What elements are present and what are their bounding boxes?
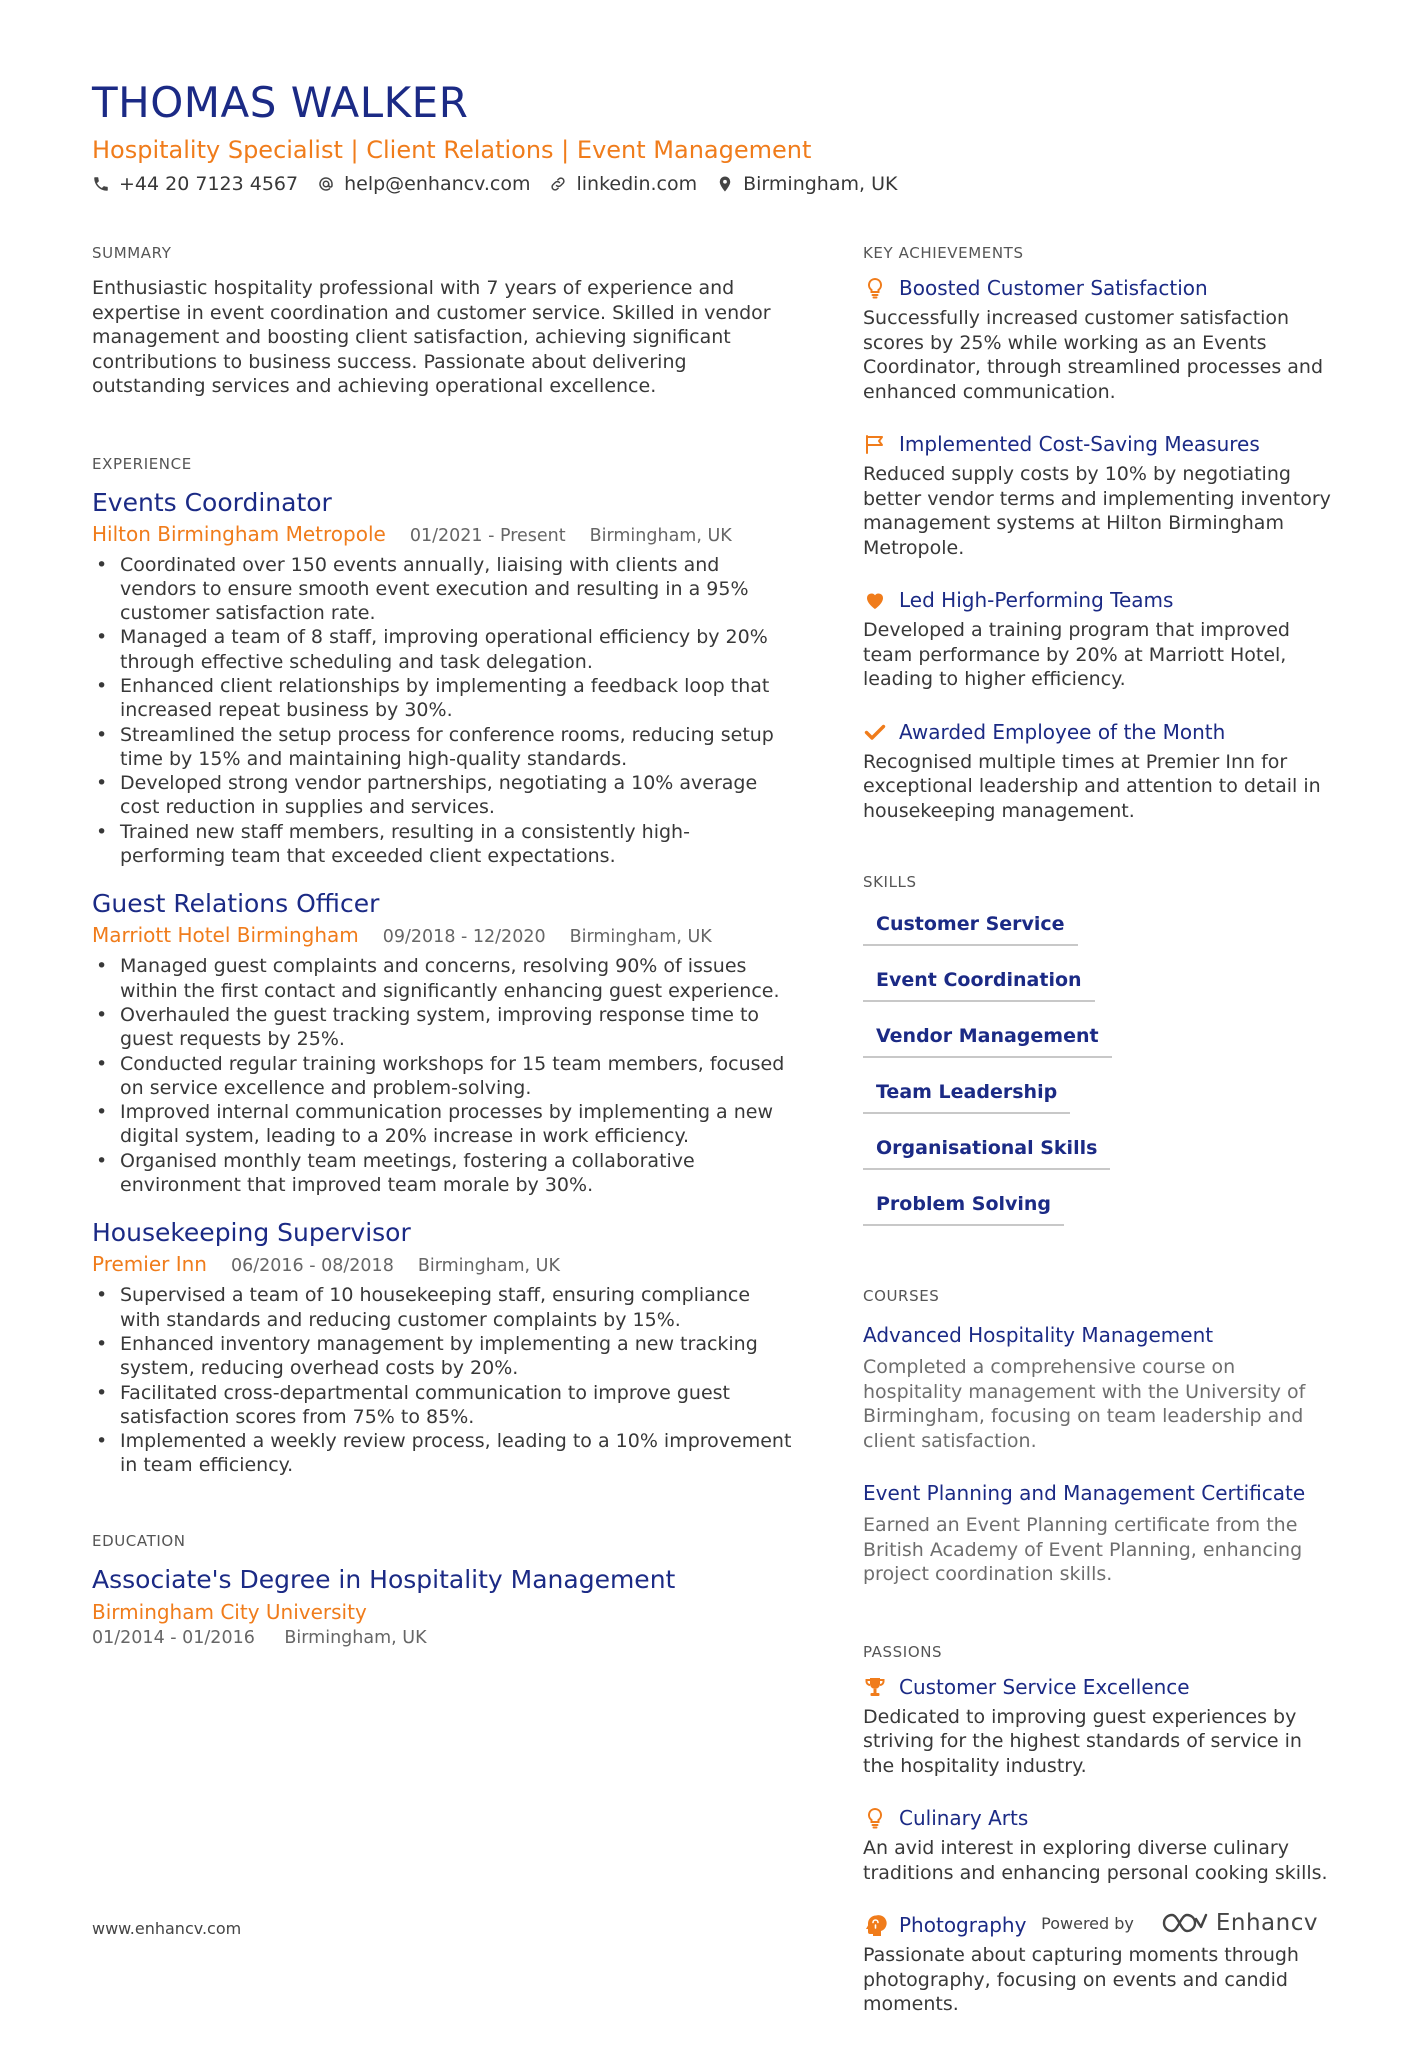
phone-icon bbox=[92, 175, 110, 193]
contact-location-text: Birmingham, UK bbox=[743, 173, 898, 195]
job-bullet: • Developed strong vendor partnerships, negotiating a 10% average cost reduction in supplies and services. bbox=[92, 771, 792, 820]
skills-title: SKILLS bbox=[863, 873, 917, 891]
at-icon bbox=[317, 175, 335, 193]
link-icon bbox=[549, 175, 567, 193]
achievement-text: Developed a training program that improved team performance by 20% at Marriott Hotel, leading to higher efficiency. bbox=[863, 619, 1290, 690]
job-bullets bbox=[92, 1283, 792, 1477]
summary-title: SUMMARY bbox=[92, 244, 172, 262]
job-company: Hilton Birmingham Metropole bbox=[92, 521, 386, 546]
education-meta bbox=[92, 1628, 792, 1648]
courses-section bbox=[863, 1287, 1333, 1587]
job-company: Premier Inn bbox=[92, 1252, 207, 1277]
passion-item bbox=[863, 1675, 1333, 1779]
achievement-head bbox=[863, 276, 1333, 300]
job-title: Events Coordinator bbox=[92, 487, 332, 517]
flag-icon bbox=[863, 432, 887, 456]
job-dates: 06/2016 - 08/2018 bbox=[230, 1256, 394, 1277]
heart-icon bbox=[863, 588, 887, 612]
contact-phone[interactable] bbox=[92, 173, 298, 195]
skill-tag: Problem Solving bbox=[863, 1191, 1064, 1226]
education-title: EDUCATION bbox=[92, 1531, 186, 1550]
job-title: Guest Relations Officer bbox=[92, 889, 380, 919]
brain-icon bbox=[863, 1913, 887, 1937]
footer-branding[interactable] bbox=[1041, 1910, 1318, 1936]
achievement-title: Awarded Employee of the Month bbox=[899, 719, 1226, 744]
trophy-icon bbox=[863, 1675, 887, 1699]
achievement-title: Led High-Performing Teams bbox=[899, 588, 1174, 612]
job-bullet: • Managed guest complaints and concerns, resolving 90% of issues within the first contact and significantly enhancing guest experience. bbox=[92, 954, 792, 1003]
job-bullet: • Streamlined the setup process for conference rooms, reducing setup time by 15% and maintaining high-quality standards. bbox=[92, 723, 792, 772]
passion-head bbox=[863, 1675, 1333, 1699]
powered-by-label: Powered by bbox=[1041, 1913, 1134, 1933]
candidate-name: THOMAS WALKER bbox=[92, 78, 469, 127]
skill-tag: Organisational Skills bbox=[863, 1135, 1110, 1170]
candidate-headline: Hospitality Specialist | Client Relations | Event Management bbox=[92, 136, 812, 164]
job-title: Housekeeping Supervisor bbox=[92, 1218, 411, 1248]
brand-name: Enhancv bbox=[1215, 1910, 1318, 1936]
checkmark-icon bbox=[863, 720, 887, 744]
passion-title: Photography bbox=[899, 1913, 1027, 1937]
achievement-head bbox=[863, 432, 1333, 456]
job-bullet: • Facilitated cross-departmental communication to improve guest satisfaction scores from 75% to 85%. bbox=[92, 1381, 792, 1430]
skill-tag: Event Coordination bbox=[863, 967, 1095, 1002]
course-text: Earned an Event Planning certificate from the British Academy of Event Planning, enhancing project coordination skills. bbox=[863, 1514, 1303, 1585]
achievement-head bbox=[863, 720, 1333, 744]
job-entry bbox=[92, 888, 792, 1197]
job-bullet: • Enhanced client relationships by implementing a feedback loop that increased repeat business by 30%. bbox=[92, 674, 792, 723]
achievement-head bbox=[863, 588, 1333, 612]
passion-head bbox=[863, 1806, 1333, 1830]
achievement-title: Implemented Cost-Saving Measures bbox=[899, 432, 1260, 456]
education-location: Birmingham, UK bbox=[284, 1627, 427, 1648]
passion-title: Customer Service Excellence bbox=[899, 1674, 1190, 1699]
job-meta bbox=[92, 522, 792, 546]
job-meta bbox=[92, 1252, 792, 1276]
experience-section bbox=[92, 455, 792, 1478]
footer-url[interactable]: www.enhancv.com bbox=[92, 1919, 242, 1938]
achievement-text: Recognised multiple times at Premier Inn for exceptional leadership and attention to detail in housekeeping management. bbox=[863, 750, 1321, 822]
achievement-item bbox=[863, 276, 1333, 404]
passions-title: PASSIONS bbox=[863, 1642, 943, 1661]
job-company: Marriott Hotel Birmingham bbox=[92, 923, 359, 948]
course-title: Advanced Hospitality Management bbox=[863, 1323, 1214, 1347]
course-title: Event Planning and Management Certificate bbox=[863, 1481, 1306, 1505]
summary-text: Enthusiastic hospitality professional with 7 years of experience and expertise in event coordination and customer service. Skilled in vendor management and boosting client satisfaction, achieving significant contributions to business success. Passionate about delivering outstanding services and achieving operational excellence. bbox=[92, 277, 771, 397]
course-item bbox=[863, 1323, 1333, 1453]
contact-email[interactable] bbox=[317, 173, 530, 195]
job-bullet: • Coordinated over 150 events annually, liaising with clients and vendors to ensure smooth event execution and resulting in a 95% customer satisfaction rate. bbox=[92, 553, 792, 626]
job-entry bbox=[92, 1217, 792, 1477]
passion-text: An avid interest in exploring diverse culinary traditions and enhancing personal cooking skills. bbox=[863, 1837, 1328, 1884]
contact-bar bbox=[92, 173, 916, 195]
course-text: Completed a comprehensive course on hospitality management with the University of Birmingham, focusing on team leadership and client satisfaction. bbox=[863, 1356, 1306, 1452]
education-degree: Associate's Degree in Hospitality Management bbox=[92, 1564, 676, 1594]
summary-section bbox=[92, 244, 792, 399]
job-location: Birmingham, UK bbox=[569, 927, 712, 948]
enhancv-logo-icon bbox=[1160, 1910, 1208, 1936]
achievement-title: Boosted Customer Satisfaction bbox=[899, 276, 1208, 300]
job-bullets bbox=[92, 954, 792, 1197]
education-dates: 01/2014 - 01/2016 bbox=[92, 1627, 255, 1648]
job-bullet: • Conducted regular training workshops for 15 team members, focused on service excellence and problem-solving. bbox=[92, 1052, 792, 1101]
achievement-item bbox=[863, 588, 1333, 692]
job-bullet: • Enhanced inventory management by implementing a new tracking system, reducing overhead costs by 20%. bbox=[92, 1332, 792, 1381]
achievement-text: Successfully increased customer satisfaction scores by 25% while working as an Events Coordinator, through streamlined processes and enhanced communication. bbox=[863, 307, 1324, 403]
job-bullet: • Overhauled the guest tracking system, improving response time to guest requests by 25%. bbox=[92, 1003, 792, 1052]
achievement-item bbox=[863, 432, 1333, 560]
education-school: Birmingham City University bbox=[92, 1599, 367, 1624]
job-bullet: • Implemented a weekly review process, leading to a 10% improvement in team efficiency. bbox=[92, 1429, 792, 1478]
skill-tag: Team Leadership bbox=[863, 1079, 1070, 1114]
skills-section bbox=[863, 873, 1333, 1247]
job-location: Birmingham, UK bbox=[589, 525, 732, 546]
courses-title: COURSES bbox=[863, 1287, 940, 1305]
skill-tag: Customer Service bbox=[863, 911, 1078, 946]
job-bullet: • Supervised a team of 10 housekeeping staff, ensuring compliance with standards and reducing customer complaints by 15%. bbox=[92, 1283, 792, 1332]
job-bullet: • Managed a team of 8 staff, improving operational efficiency by 20% through effective scheduling and task delegation. bbox=[92, 625, 792, 674]
achievements-section bbox=[863, 244, 1333, 823]
job-dates: 01/2021 - Present bbox=[409, 525, 566, 546]
lightbulb-icon bbox=[863, 1806, 887, 1830]
passion-item bbox=[863, 1806, 1333, 1885]
job-bullet: • Organised monthly team meetings, fostering a collaborative environment that improved team morale by 30%. bbox=[92, 1149, 792, 1198]
skill-tag: Vendor Management bbox=[863, 1023, 1112, 1058]
course-item bbox=[863, 1481, 1333, 1587]
education-section bbox=[92, 1532, 792, 1648]
achievement-text: Reduced supply costs by 10% by negotiating better vendor terms and implementing inventory management systems at Hilton Birmingham Metropole. bbox=[863, 463, 1331, 559]
contact-location bbox=[716, 173, 897, 195]
contact-linkedin[interactable] bbox=[549, 173, 697, 195]
contact-linkedin-text: linkedin.com bbox=[576, 173, 698, 195]
experience-title: EXPERIENCE bbox=[92, 454, 192, 473]
job-bullet: • Trained new staff members, resulting in a consistently high-performing team that exceeded client expectations. bbox=[92, 820, 792, 869]
contact-email-text: help@enhancv.com bbox=[344, 173, 531, 195]
passions-section bbox=[863, 1643, 1333, 2017]
job-location: Birmingham, UK bbox=[417, 1256, 560, 1277]
left-column bbox=[92, 244, 792, 1648]
skills-list bbox=[863, 911, 1333, 1247]
location-pin-icon bbox=[716, 175, 734, 193]
passion-text: Dedicated to improving guest experiences by striving for the highest standards of service in the hospitality industry. bbox=[863, 1705, 1302, 1777]
job-meta bbox=[92, 923, 792, 947]
job-bullets bbox=[92, 553, 792, 869]
achievement-item bbox=[863, 720, 1333, 824]
job-dates: 09/2018 - 12/2020 bbox=[382, 927, 546, 948]
contact-phone-text: +44 20 7123 4567 bbox=[119, 173, 299, 195]
passion-title: Culinary Arts bbox=[899, 1806, 1029, 1830]
right-column bbox=[863, 244, 1333, 2045]
lightbulb-icon bbox=[863, 276, 887, 300]
job-entry bbox=[92, 487, 792, 869]
job-bullet: • Improved internal communication processes by implementing a new digital system, leading to a 20% increase in work efficiency. bbox=[92, 1100, 792, 1149]
passion-text: Passionate about capturing moments through photography, focusing on events and candid moments. bbox=[863, 1944, 1299, 2015]
achievements-title: KEY ACHIEVEMENTS bbox=[863, 244, 1024, 262]
